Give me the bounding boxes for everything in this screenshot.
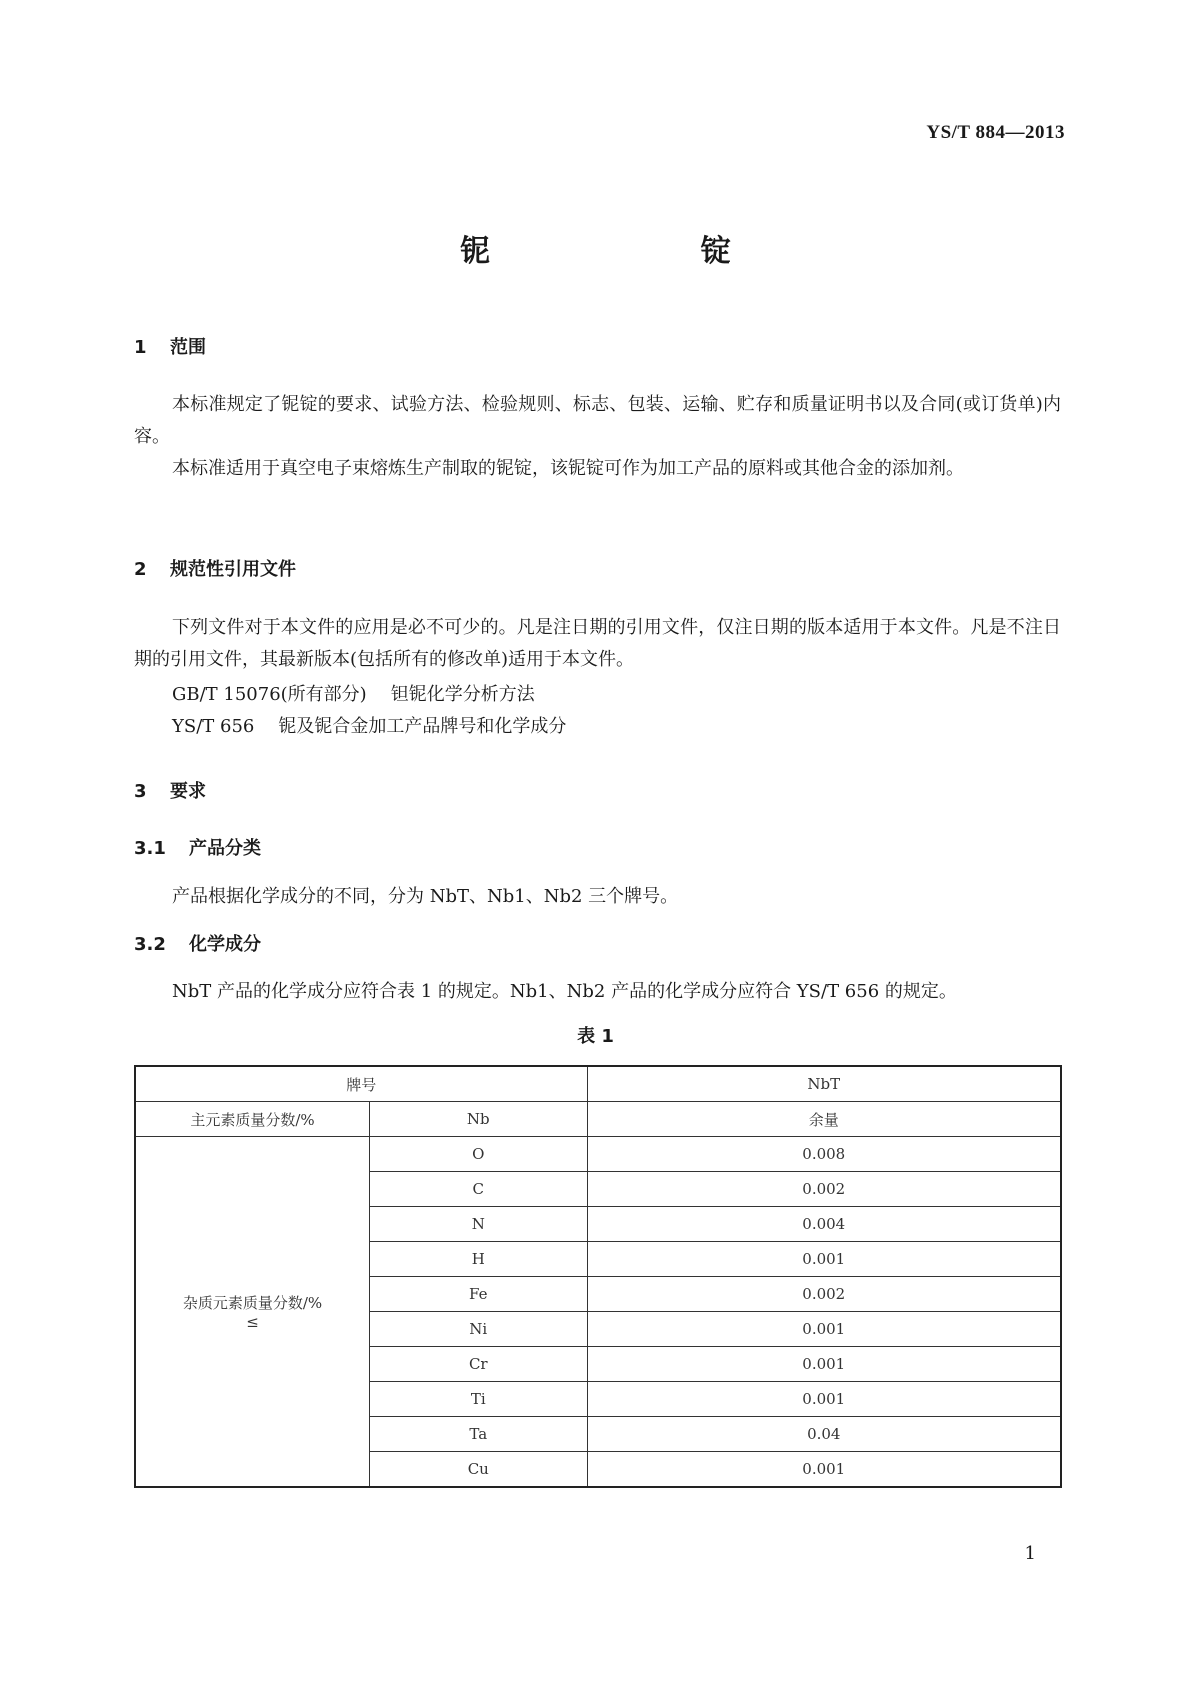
paragraph-text: 下列文件对于本文件的应用是必不可少的。凡是注日期的引用文件，仅注日期的版本适用于本文件。凡是不注日期的引用文件，其最新版本(包括所有的修改单)适用于本文件。 [134, 617, 1061, 670]
element-cell: Ni [370, 1312, 588, 1347]
table-row [135, 1066, 1061, 1102]
impurity-label-cell [135, 1137, 370, 1488]
value-cell: 0.001 [587, 1382, 1061, 1417]
document-title: 铌 锭 [460, 234, 831, 269]
section-3-heading [134, 777, 206, 803]
section-title: 化学成分 [189, 934, 261, 955]
reference-item [172, 680, 535, 706]
section-1-paragraph-2 [134, 453, 1061, 485]
section-number: 3.1 [134, 838, 166, 859]
reference-title: 钽铌化学分析方法 [390, 684, 535, 705]
section-title: 范围 [170, 337, 206, 358]
reference-code: GB/T 15076(所有部分) [172, 684, 367, 705]
section-2-paragraph [134, 612, 1061, 676]
value-cell: 0.04 [587, 1417, 1061, 1452]
value-cell: 0.002 [587, 1277, 1061, 1312]
element-cell: Cr [370, 1347, 588, 1382]
section-1-heading [134, 333, 206, 359]
element-cell: Cu [370, 1452, 588, 1488]
paragraph-text: 本标准适用于真空电子束熔炼生产制取的铌锭，该铌锭可作为加工产品的原料或其他合金的添加剂。 [172, 458, 964, 479]
element-cell: Fe [370, 1277, 588, 1312]
element-cell: C [370, 1172, 588, 1207]
standard-number: YS/T 884—2013 [926, 122, 1065, 143]
section-number: 2 [134, 559, 147, 580]
reference-item [172, 712, 566, 738]
section-title: 产品分类 [189, 838, 261, 859]
main-element-label-cell: 主元素质量分数/% [135, 1102, 370, 1137]
element-cell: O [370, 1137, 588, 1172]
section-number: 3.2 [134, 934, 166, 955]
value-cell: 0.001 [587, 1347, 1061, 1382]
page-number: 1 [1024, 1543, 1036, 1564]
value-cell: 0.001 [587, 1242, 1061, 1277]
value-cell: 0.002 [587, 1172, 1061, 1207]
reference-code: YS/T 656 [172, 716, 255, 737]
element-cell: Ti [370, 1382, 588, 1417]
section-1-paragraph-1 [134, 389, 1061, 453]
element-cell: N [370, 1207, 588, 1242]
table-caption: 表 1 [577, 1026, 614, 1047]
element-cell: Ta [370, 1417, 588, 1452]
table-row [135, 1102, 1061, 1137]
grade-value-cell: NbT [587, 1066, 1061, 1102]
value-cell: 0.001 [587, 1452, 1061, 1488]
value-cell: 0.001 [587, 1312, 1061, 1347]
section-title: 规范性引用文件 [170, 559, 296, 580]
section-3-2-heading [134, 930, 261, 956]
section-3-1-heading [134, 834, 261, 860]
main-element-value-cell: 余量 [587, 1102, 1061, 1137]
chemical-composition-table [134, 1065, 1062, 1488]
grade-label-cell: 牌号 [135, 1066, 587, 1102]
table-row [135, 1137, 1061, 1172]
section-2-heading [134, 555, 296, 581]
section-3-2-paragraph: NbT 产品的化学成分应符合表 1 的规定。Nb1、Nb2 产品的化学成分应符合 YS/T 656 的规定。 [172, 981, 957, 1002]
reference-title: 铌及铌合金加工产品牌号和化学成分 [278, 716, 567, 737]
section-title: 要求 [170, 781, 206, 802]
section-number: 1 [134, 337, 147, 358]
value-cell: 0.004 [587, 1207, 1061, 1242]
paragraph-text: 本标准规定了铌锭的要求、试验方法、检验规则、标志、包装、运输、贮存和质量证明书以及合同(或订货单)内容。 [134, 394, 1061, 447]
section-3-1-paragraph: 产品根据化学成分的不同，分为 NbT、Nb1、Nb2 三个牌号。 [172, 886, 679, 907]
impurity-label: 杂质元素质量分数/% [182, 1294, 323, 1312]
section-number: 3 [134, 781, 147, 802]
element-cell: H [370, 1242, 588, 1277]
main-element-cell: Nb [370, 1102, 588, 1137]
value-cell: 0.008 [587, 1137, 1061, 1172]
impurity-limit-sign: ≤ [246, 1313, 259, 1331]
